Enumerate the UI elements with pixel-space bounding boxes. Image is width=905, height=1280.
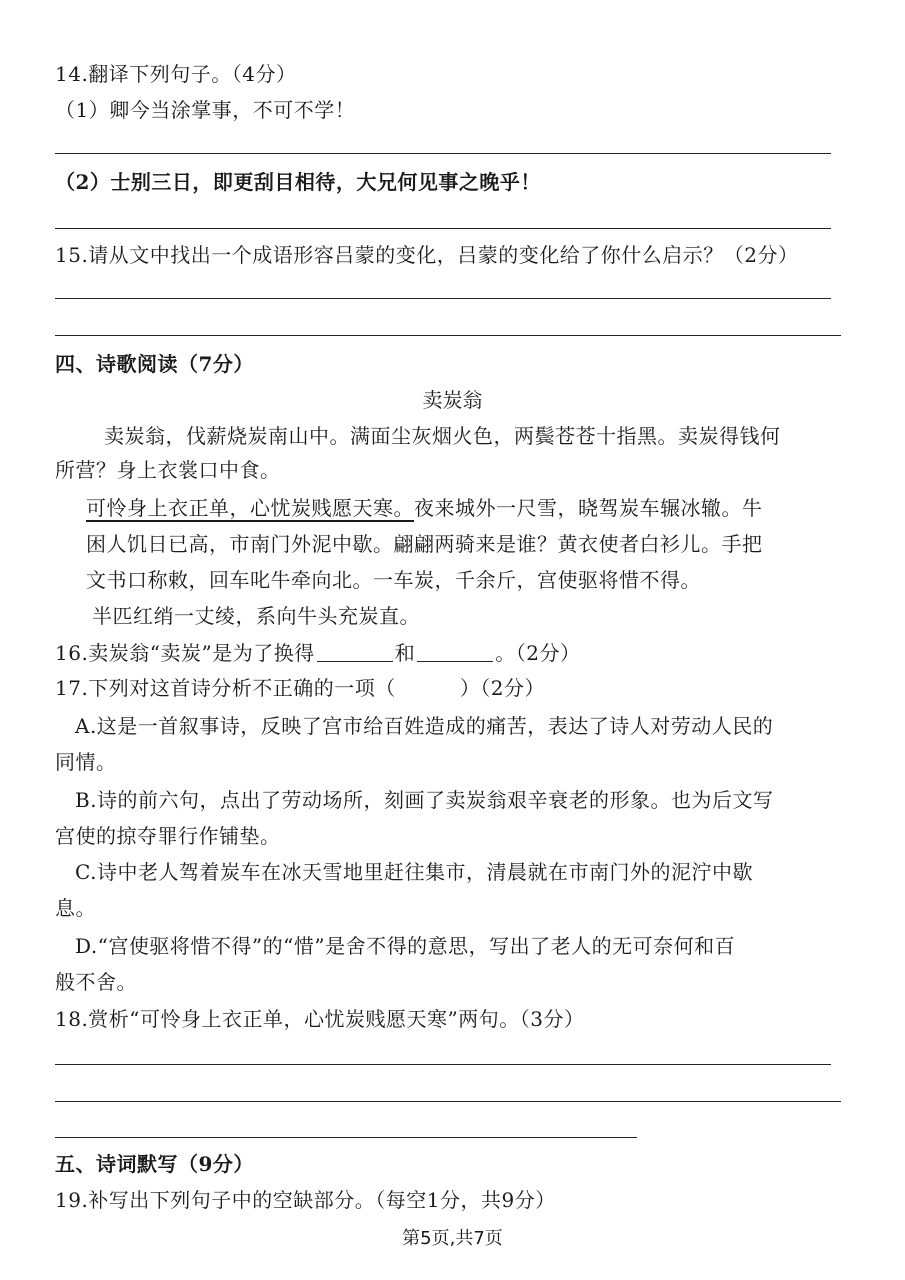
answer-line: [55, 298, 831, 299]
q16-suffix: 。（2分）: [495, 641, 581, 665]
poem-line-2: 所营？身上衣裳口中食。: [55, 458, 281, 482]
poem-title: 卖炭翁: [422, 388, 483, 412]
q16-prefix: 16.卖炭翁“卖炭”是为了换得: [55, 641, 315, 665]
q18-title: 18.赏析“可怜身上衣正单，心忧炭贱愿天寒”两句。（3分）: [55, 1007, 585, 1031]
poem-line-3-underlined: 可怜身上衣正单，心忧炭贱愿天寒。: [86, 496, 414, 520]
q17-prefix: 17.下列对这首诗分析不正确的一项（: [55, 676, 396, 700]
q17-option-c-line-2: 息。: [55, 896, 96, 920]
q17-option-a-line-1: A.这是一首叙事诗，反映了宫市给百姓造成的痛苦，表达了诗人对劳动人民的: [75, 714, 774, 738]
poem-line-3-rest: 夜来城外一尺雪，晓驾炭车辗冰辙。牛: [414, 496, 763, 520]
q14-title: 14.翻译下列句子。（4分）: [55, 62, 297, 86]
q17-suffix: ）（2分）: [459, 676, 546, 700]
q16-middle: 和: [394, 641, 416, 665]
poem-line-6: 半匹红绡一丈绫，系向牛头充炭直。: [92, 604, 420, 628]
q15-title: 15.请从文中找出一个成语形容吕蒙的变化，吕蒙的变化给了你什么启示？（2分）: [55, 243, 799, 267]
section-5-heading: 五、诗词默写（9分）: [55, 1152, 254, 1176]
q17-option-d-line-2: 般不舍。: [55, 970, 137, 994]
poem-line-1: 卖炭翁，伐薪烧炭南山中。满面尘灰烟火色，两鬓苍苍十指黑。卖炭得钱何: [104, 424, 781, 448]
q16-blank-1[interactable]: [317, 641, 393, 662]
q17-option-d-line-1: D.“宫使驱将惜不得”的“惜”是舍不得的意思，写出了老人的无可奈何和百: [75, 934, 736, 958]
section-4-heading: 四、诗歌阅读（7分）: [55, 352, 254, 376]
answer-line: [55, 1137, 637, 1138]
q17-option-b-line-2: 宫使的掠夺罪行作铺垫。: [55, 824, 281, 848]
poem-line-5: 文书口称敕，回车叱牛牵向北。一车炭，千余斤，宫使驱将惜不得。: [86, 568, 701, 592]
answer-line: [55, 153, 831, 154]
answer-line: [55, 335, 841, 336]
answer-line: [55, 1064, 831, 1065]
page-number: 第5页,共7页: [402, 1228, 503, 1249]
q17-option-a-line-2: 同情。: [55, 750, 117, 774]
q17-title: [55, 674, 545, 702]
answer-line: [55, 228, 831, 229]
poem-line-3: [86, 494, 763, 522]
q14-item-1: （1）卿今当涂掌事，不可不学！: [55, 98, 356, 122]
q17-option-b-line-1: B.诗的前六句，点出了劳动场所，刻画了卖炭翁艰辛衰老的形象。也为后文写: [75, 788, 774, 812]
q17-option-c-line-1: C.诗中老人驾着炭车在冰天雪地里赶往集市，清晨就在市南门外的泥泞中歇: [75, 860, 753, 884]
q19-title: 19.补写出下列句子中的空缺部分。（每空1分，共9分）: [55, 1188, 556, 1212]
answer-line: [55, 1101, 841, 1102]
q16: [55, 639, 581, 667]
poem-line-4: 困人饥日已高，市南门外泥中歇。翩翩两骑来是谁？黄衣使者白衫儿。手把: [86, 532, 763, 556]
q16-blank-2[interactable]: [417, 641, 493, 662]
q14-item-2: （2）士别三日，即更刮目相待，大兄何见事之晚乎！: [55, 170, 541, 194]
